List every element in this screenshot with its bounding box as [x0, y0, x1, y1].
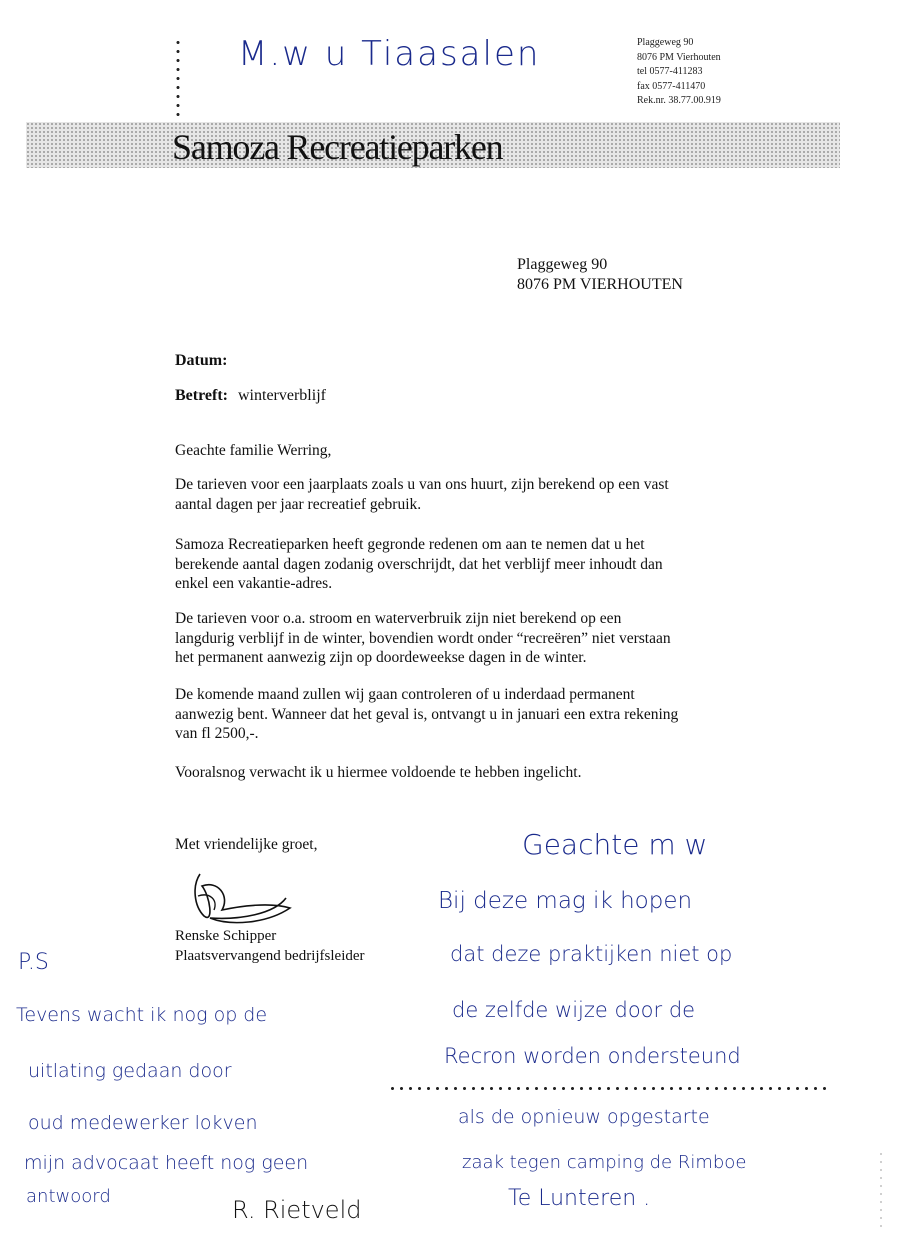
handwritten-ps: P.S — [18, 950, 49, 975]
handwritten-header-note: M.w u Tiaasalen — [238, 34, 541, 74]
paragraph-line: Vooralsnog verwacht ik u hiermee voldoende te hebben ingelicht. — [175, 764, 582, 781]
header-dotted-rule — [176, 38, 180, 122]
paragraph-line: De komende maand zullen wij gaan controleren of u inderdaad permanent — [175, 686, 635, 703]
paragraph-line: enkel een vakantie-adres. — [175, 575, 333, 592]
paragraph-line: De tarieven voor een jaarplaats zoals u van ons huurt, zijn berekend op een vast — [175, 476, 669, 493]
handwritten-note-line: uitlating gedaan door — [28, 1060, 232, 1082]
paragraph-line: van fl 2500,-. — [175, 725, 259, 742]
handwritten-dotted-rule — [388, 1086, 828, 1091]
signer-title: Plaatsvervangend bedrijfsleider — [175, 948, 365, 964]
sender-tel: tel 0577-411283 — [637, 66, 703, 77]
recipient-address-line2: 8076 PM VIERHOUTEN — [517, 276, 683, 293]
date-field — [175, 352, 233, 370]
paragraph-4 — [175, 685, 775, 744]
paragraph-line: aanwezig bent. Wanneer dat het geval is, ontvangt u in januari een extra rekening — [175, 705, 679, 723]
sender-bank-account: Rek.nr. 38.77.00.919 — [637, 95, 721, 106]
sender-address-block — [637, 36, 721, 109]
subject-field — [175, 387, 326, 405]
closing: Met vriendelijke groet, — [175, 836, 318, 853]
handwritten-note-line: zaak tegen camping de Rimboe — [462, 1152, 747, 1173]
handwritten-greeting: Geachte m w — [522, 828, 708, 861]
sender-fax: fax 0577-411470 — [637, 80, 706, 92]
paragraph-5 — [175, 763, 775, 783]
recipient-address — [517, 255, 683, 295]
handwritten-note-line: Te Lunteren . — [508, 1186, 651, 1211]
paragraph-3 — [175, 609, 775, 668]
handwritten-note-line: als de opnieuw opgestarte — [458, 1106, 710, 1128]
handwritten-note-line: de zelfde wijze door de — [452, 998, 696, 1022]
date-label: Datum: — [175, 352, 228, 369]
sender-street: Plaggeweg 90 — [637, 37, 694, 48]
sender-city: 8076 PM Vierhouten — [637, 51, 721, 63]
handwritten-note-line: Recron worden ondersteund — [444, 1044, 741, 1068]
signer-name: Renske Schipper — [175, 928, 277, 944]
recipient-address-line1: Plaggeweg 90 — [517, 256, 608, 273]
subject-label: Betreft: — [175, 387, 228, 404]
handwritten-note-line: antwoord — [26, 1186, 111, 1207]
paragraph-line: berekende aantal dagen zodanig overschrijdt, dat het verblijf meer inhoudt dan — [175, 555, 663, 573]
paragraph-line: De tarieven voor o.a. stroom en waterverbruik zijn niet berekend op een — [175, 610, 622, 627]
paragraph-1 — [175, 475, 775, 514]
handwritten-signature-name: R. Rietveld — [232, 1196, 362, 1224]
handwritten-note-line: dat deze praktijken niet op — [450, 942, 733, 966]
paragraph-line: langdurig verblijf in de winter, bovendien wordt onder “recreëren” niet verstaan — [175, 629, 671, 647]
paragraph-line: aantal dagen per jaar recreatief gebruik. — [175, 495, 422, 513]
handwritten-note-line: Bij deze mag ik hopen — [438, 888, 693, 914]
handwritten-note-line: oud medewerker lokven — [28, 1112, 258, 1134]
paragraph-line: Samoza Recreatieparken heeft gegronde redenen om aan te nemen dat u het — [175, 536, 645, 553]
paragraph-2 — [175, 535, 775, 594]
paragraph-line: het permanent aanwezig zijn op doordeweekse dagen in de winter. — [175, 649, 587, 666]
handwritten-note-line: mijn advocaat heeft nog geen — [24, 1152, 309, 1174]
scan-edge-speckle — [878, 1150, 884, 1230]
company-name: Samoza Recreatieparken — [172, 127, 503, 167]
salutation: Geachte familie Werring, — [175, 442, 332, 459]
handwritten-note-line: Tevens wacht ik nog op de — [16, 1004, 268, 1026]
subject-value: winterverblijf — [238, 387, 326, 404]
